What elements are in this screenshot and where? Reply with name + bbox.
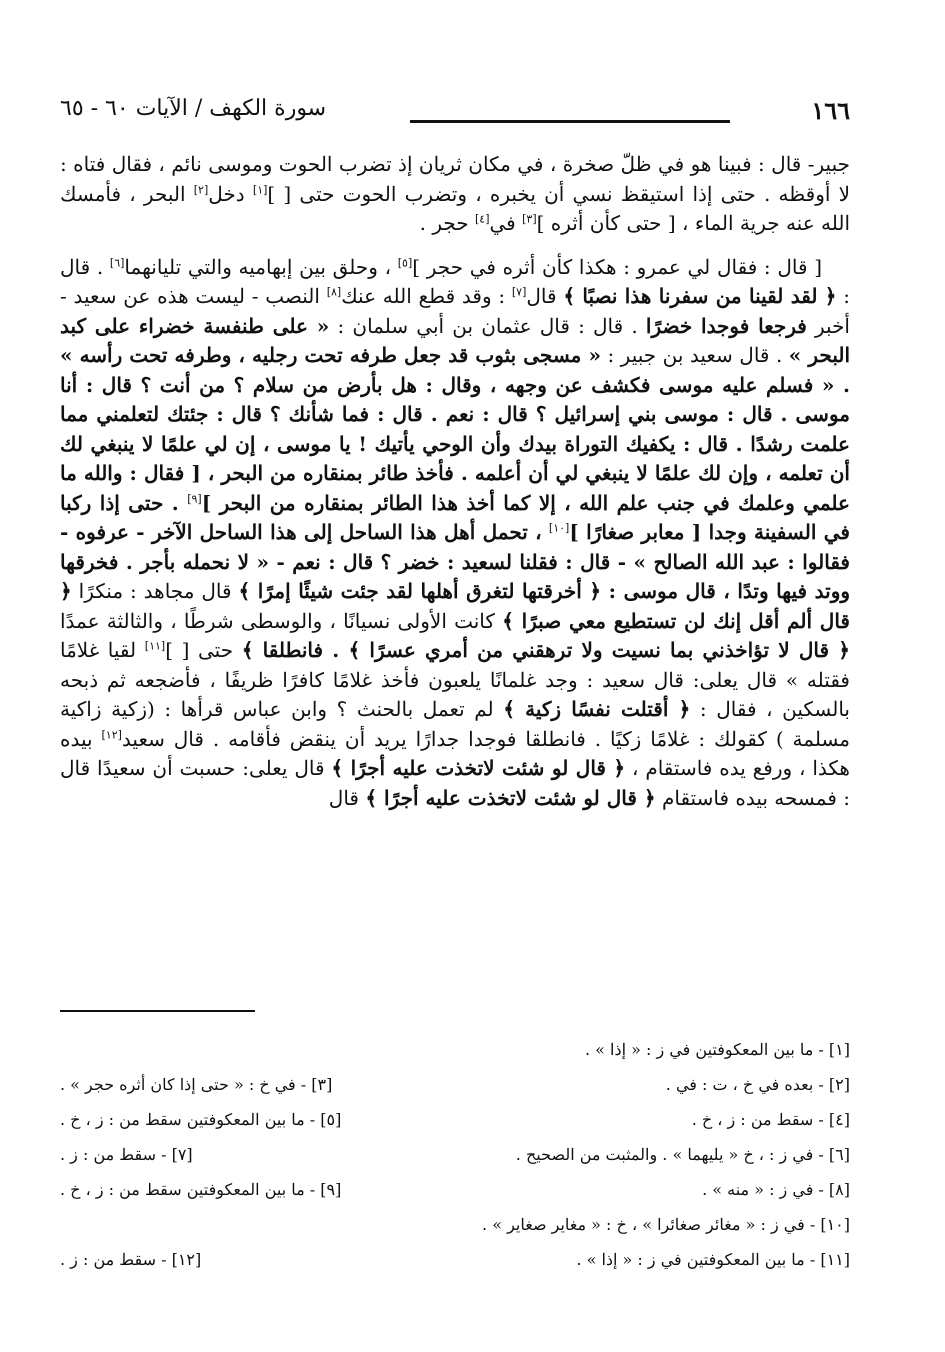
hadith-quote: « مسجى بثوب قد جعل طرفه تحت رجليه ، وطرفه تحت رأسه » . « فسلم عليه موسى فكشف عن وجهه ، وقال : هل بأرض من سلام ؟ من أنت ؟ قال : أنا موسى . قال : موسى بني إسرائيل ؟ قال : نعم . قال : فما شأنك ؟ قال : جئتك لتعلمني مما علمت رشدًا . قال : يكفيك التوراة بيدك وأن الوحي يأتيك ! يا موسى ، إن لي علمًا لا ينبغي لك أن تعلمه ، وإن لك علمًا لا ينبغي لي أن أعلمه . فأخذ طائر بمنقاره من البحر ، [ فقال : والله ما علمي وعلمك في جنب علم الله ، إلا كما أخذ هذا الطائر بمنقاره من البحر ] <box>60 343 850 515</box>
footnotes <box>60 1032 850 1277</box>
quran-quote: ﴿ أخرقتها لتغرق أهلها لقد جئت شيئًا إمرًا ﴾ <box>238 579 602 603</box>
paragraph-2: [ قال : فقال لي عمرو : هكذا كأن أثره في حجر ][٥] ، وحلق بين إبهاميه والتي تليانهما[٦] . قال : ﴿ لقد لقينا من سفرنا هذا نصبًا ﴾ قال[٧] : وقد قطع الله عنك[٨] النصب - ليست هذه عن سعيد - أخبر فرجعا فوجدا خضرًا . قال : قال عثمان بن أبي سلمان : « على طنفسة خضراء على كبد البحر » . قال سعيد بن جبير : « مسجى بثوب قد جعل طرفه تحت رجليه ، وطرفه تحت رأسه » . « فسلم عليه موسى فكشف عن وجهه ، وقال : هل بأرض من سلام ؟ من أنت ؟ قال : أنا موسى . قال : موسى بني إسرائيل ؟ قال : نعم . قال : فما شأنك ؟ قال : جئتك لتعلمني مما علمت رشدًا . قال : يكفيك التوراة بيدك وأن الوحي يأتيك ! يا موسى ، إن لي علمًا لا ينبغي لك أن تعلمه ، وإن لك علمًا لا ينبغي لي أن أعلمه . فأخذ طائر بمنقاره من البحر ، [ فقال : والله ما علمي وعلمك في جنب علم الله ، إلا كما أخذ هذا الطائر بمنقاره من البحر ][٩] . حتى إذا ركبا في السفينة وجدا [ معابر صغارًا ][١٠] ، تحمل أهل هذا الساحل إلى هذا الساحل الآخر - عرفوه - فقالوا : عبد الله الصالح » - قال : فقلنا لسعيد : خضر ؟ قال : نعم - « لا نحمله بأجر . فخرقها ووتد فيها وتدًا ، قال موسى : ﴿ أخرقتها لتغرق أهلها لقد جئت شيئًا إمرًا ﴾ قال مجاهد : منكرًا ﴿ قال ألم أقل إنك لن تستطيع معي صبرًا ﴾ كانت الأولى نسيانًا ، والوسطى شرطًا ، والثالثة عمدًا ﴿ قال لا تؤاخذني بما نسيت ولا ترهقني من أمري عسرًا ﴾ . فانطلقا ﴾ حتى [ ][١١] لقيا غلامًا فقتله » قال يعلى: قال سعيد : وجد غلمانًا يلعبون فأخذ غلامًا كافرًا ظريفًا ، فأضجعه ثم ذبحه بالسكين ، فقال : ﴿ أقتلت نفسًا زكية ﴾ لم تعمل بالحنث ؟ وابن عباس قرأها : (زكية زاكية مسلمة ) كقولك : غلامًا زكيًا . فانطلقا فوجدا جدارًا يريد أن ينقض فأقامه . قال سعيد[١٢] بيده هكذا ، ورفع يده فاستقام ، ﴿ قال لو شئت لاتخذت عليه أجرًا ﴾ قال يعلى: حسبت أن سعيدًا قال : فمسحه بيده فاستقام ﴿ قال لو شئت لاتخذت عليه أجرًا ﴾ قال <box>60 254 851 810</box>
footnote-2: [٢] - بعده في خ ، ت : في . <box>665 1075 850 1094</box>
quran-quote: فرجعا فوجدا خضرًا <box>645 313 807 338</box>
quran-quote: ﴿ قال ألم أقل إنك لن تستطيع معي صبرًا ﴾ <box>60 579 850 633</box>
footnote-ref: [٢] <box>193 182 209 196</box>
quran-quote: ﴿ أقتلت نفسًا زكية ﴾ <box>503 697 691 721</box>
footnote-row <box>60 1067 850 1102</box>
quran-quote: ﴿ لقد لقينا من سفرنا هذا نصبًا ﴾ <box>563 284 837 308</box>
footnote-ref: [٥] <box>397 255 413 269</box>
footnote-4: [٤] - سقط من : ز ، خ . <box>691 1110 850 1129</box>
footnote-ref: [٣] <box>522 212 537 226</box>
footnote-ref: [١١] <box>144 639 166 653</box>
footnote-5: [٥] - ما بين المعكوفتين سقط من : ز ، خ . <box>60 1110 342 1129</box>
quran-quote: ﴿ قال لو شئت لاتخذت عليه أجرًا ﴾ <box>331 756 626 780</box>
paragraph-1: جبير- قال : فبينا هو في ظلّ صخرة ، في مكان ثريان إذ تضرب الحوت وموسى نائم ، فقال فتاه : لا أوقظه . حتى إذا استيقظ نسي أن يخبره ، وتضرب الحوت حتى [ ][١] دخل[٢] البحر ، فأمسك الله عنه جرية الماء ، [ حتى كأن أثره ][٣] في[٤] حجر . <box>60 152 851 235</box>
footnote-ref: [٩] <box>187 491 202 505</box>
footnote-10: [١٠] - في ز : « مغائر صغائرا » ، خ : « مغاير صغاير » . <box>482 1215 850 1234</box>
footnote-rule <box>60 1010 255 1012</box>
footnote-9: [٩] - ما بين المعكوفتين سقط من : ز ، خ . <box>60 1180 342 1199</box>
footnote-3: [٣] - في خ : « حتى إذا كان أثره حجر » . <box>60 1075 333 1094</box>
main-text <box>60 150 850 813</box>
header-rule <box>410 120 730 123</box>
footnote-row <box>60 1137 850 1172</box>
footnote-ref: [٨] <box>326 285 342 299</box>
footnote-8: [٨] - في ز : « منه » . <box>702 1180 850 1199</box>
footnote-ref: [١] <box>252 182 268 196</box>
footnote-ref: [٤] <box>475 212 490 226</box>
footnote-row <box>60 1242 850 1277</box>
footnote-1: [١] - ما بين المعكوفتين في ز : « إذا » . <box>585 1040 850 1059</box>
quran-quote: ﴿ قال لا تؤاخذني بما نسيت ولا ترهقني من أمري عسرًا ﴾ . فانطلقا ﴾ <box>241 638 850 662</box>
footnote-ref: [٦] <box>109 255 125 269</box>
footnote-12: [١٢] - سقط من : ز . <box>60 1250 202 1269</box>
footnote-ref: [٧] <box>511 285 527 299</box>
footnote-row <box>60 1172 850 1207</box>
footnote-7: [٧] - سقط من : ز . <box>60 1145 193 1164</box>
footnote-row <box>60 1032 850 1067</box>
footnote-11: [١١] - ما بين المعكوفتين في ز : « إذا » . <box>576 1250 850 1269</box>
footnote-row <box>60 1207 850 1242</box>
page-number: ١٦٦ <box>811 96 850 125</box>
footnote-6: [٦] - في ز : ، خ « يليهما » . والمثبت من الصحيح . <box>515 1145 850 1164</box>
quran-quote: ﴿ قال لو شئت لاتخذت عليه أجرًا ﴾ <box>365 785 656 810</box>
page-header <box>60 96 850 132</box>
hadith-quote: « على طنفسة خضراء على كبد البحر » <box>60 313 851 367</box>
footnote-ref: [١٠] <box>548 521 570 535</box>
running-title: سورة الكهف / الآيات ٦٠ - ٦٥ <box>60 96 327 121</box>
footnote-ref: [١٢] <box>101 727 122 741</box>
footnote-row <box>60 1102 850 1137</box>
